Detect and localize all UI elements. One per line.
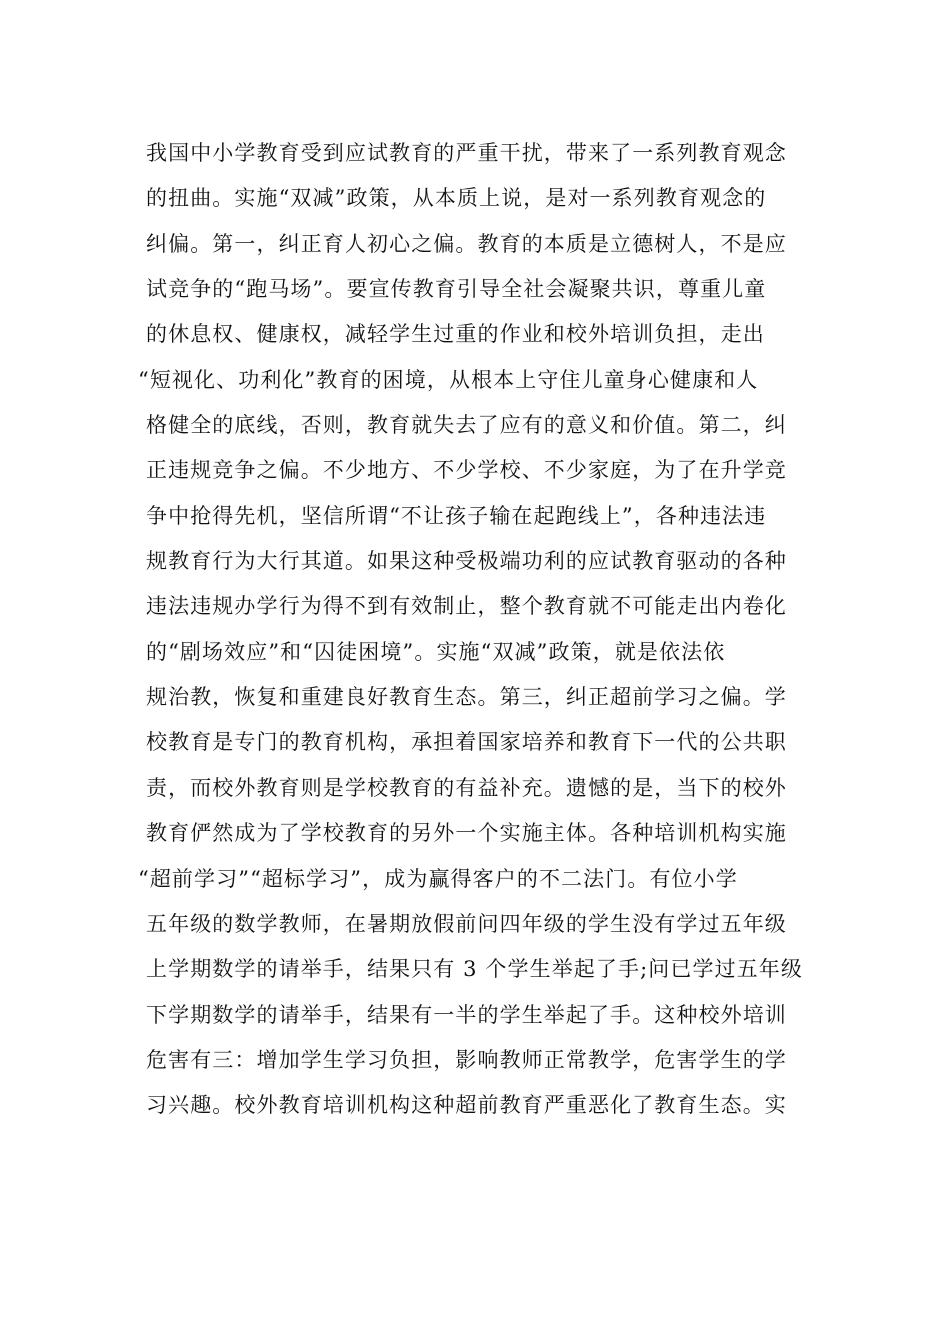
text-line: 的“剧场效应”和“囚徒困境”。实施“双减”政策，就是依法依 (146, 639, 726, 664)
text-line: 争中抢得先机，坚信所谓“不让孩子输在起跑线上”，各种违法违 (146, 503, 767, 528)
text-line: 责，而校外教育则是学校教育的有益补充。遗憾的是，当下的校外 (146, 775, 787, 800)
text-line: 的扭曲。实施“双减”政策，从本质上说，是对一系列教育观念的 (146, 186, 767, 211)
text-line: 纠偏。第一，纠正育人初心之偏。教育的本质是立德树人，不是应 (146, 231, 787, 256)
text-line: 校教育是专门的教育机构，承担着国家培养和教育下一代的公共职 (146, 730, 787, 755)
text-line: 试竞争的“跑马场”。要宣传教育引导全社会凝聚共识，尊重儿童 (146, 277, 767, 302)
text-line: 教育俨然成为了学校教育的另外一个实施主体。各种培训机构实施 (146, 821, 787, 846)
text-line: 危害有三：增加学生学习负担，影响教师正常教学，危害学生的学 (146, 1047, 787, 1072)
text-line: “短视化、功利化”教育的困境，从根本上守住儿童身心健康和人 (138, 367, 759, 392)
text-line: “超前学习”“超标学习”，成为赢得客户的不二法门。有位小学 (138, 866, 738, 891)
text-line: 五年级的数学教师，在暑期放假前问四年级的学生没有学过五年级 (146, 911, 787, 936)
text-line: 上学期数学的请举手，结果只有 3 个学生举起了手;问已学过五年级 (146, 957, 803, 982)
text-line: 规治教，恢复和重建良好教育生态。第三，纠正超前学习之偏。学 (146, 685, 787, 710)
text-line: 的休息权、健康权，减轻学生过重的作业和校外培训负担，走出 (146, 322, 765, 347)
text-line: 正违规竞争之偏。不少地方、不少学校、不少家庭，为了在升学竞 (146, 458, 787, 483)
text-line: 违法违规办学行为得不到有效制止，整个教育就不可能走出内卷化 (146, 594, 787, 619)
body-paragraph (138, 131, 816, 1129)
text-line: 规教育行为大行其道。如果这种受极端功利的应试教育驱动的各种 (146, 549, 787, 574)
text-line: 格健全的底线，否则，教育就失去了应有的意义和价值。第二，纠 (146, 413, 787, 438)
text-line: 我国中小学教育受到应试教育的严重干扰，带来了一系列教育观念 (146, 141, 787, 165)
text-line: 习兴趣。校外教育培训机构这种超前教育严重恶化了教育生态。实 (146, 1093, 787, 1118)
text-line: 下学期数学的请举手，结果有一半的学生举起了手。这种校外培训 (146, 1002, 787, 1027)
